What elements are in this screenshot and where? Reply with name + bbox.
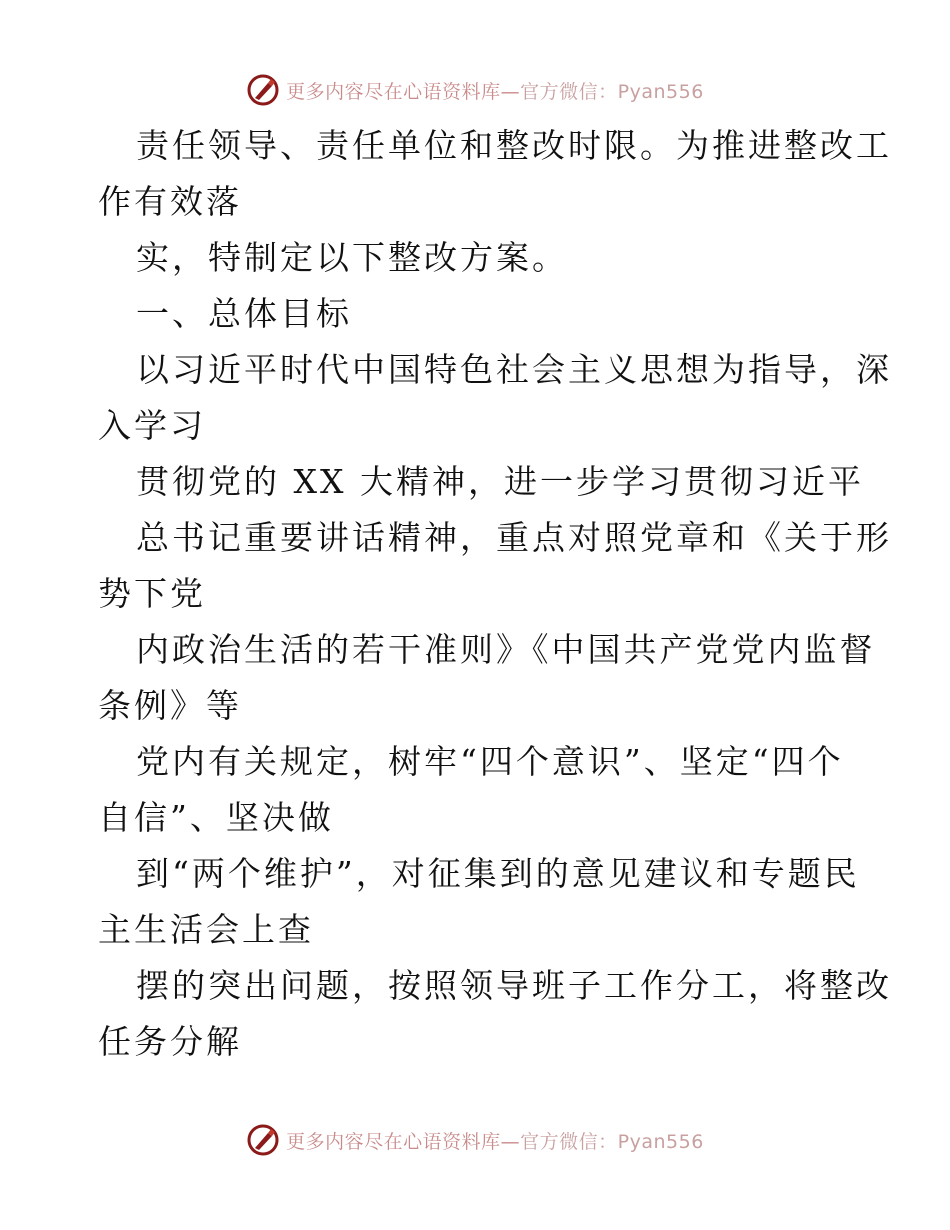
watermark-text: 更多内容尽在心语资料库 (286, 80, 501, 103)
footer-watermark (0, 1120, 950, 1160)
text-line: 作有效落 (98, 182, 242, 221)
watermark-text: 更多内容尽在心语资料库 (286, 1130, 501, 1153)
header-watermark (0, 70, 950, 110)
text-line: 任务分解 (98, 1022, 242, 1061)
text-line: 到“两个维护”，对征集到的意见建议和专题民 (136, 854, 860, 893)
watermark-wechat: 官方微信：Pyan556 (520, 1130, 704, 1153)
text-line: 主生活会上查 (98, 910, 314, 949)
text-line: 以习近平时代中国特色社会主义思想为指导，深 (136, 350, 892, 389)
text-line: 自信”、坚决做 (98, 798, 334, 837)
text-line: 总书记重要讲话精神，重点对照党章和《关于形 (136, 518, 892, 557)
text-line: 贯彻党的 XX 大精神，进一步学习贯彻习近平 (136, 462, 864, 501)
section-heading: 一、总体目标 (136, 294, 352, 333)
pen-logo-icon (246, 73, 280, 107)
text-line: 责任领导、责任单位和整改时限。为推进整改工 (136, 126, 892, 165)
text-line: 势下党 (98, 574, 206, 613)
watermark-dash: — (500, 1130, 521, 1153)
text-line: 内政治生活的若干准则》《中国共产党党内监督 (136, 630, 876, 669)
text-line: 实，特制定以下整改方案。 (136, 238, 568, 277)
document-body (98, 118, 892, 1070)
text-line: 党内有关规定，树牢“四个意识”、坚定“四个 (136, 742, 844, 781)
text-line: 条例》等 (98, 686, 242, 725)
watermark-dash: — (500, 80, 521, 103)
watermark-wechat: 官方微信：Pyan556 (520, 80, 704, 103)
pen-logo-icon (246, 1123, 280, 1157)
text-line: 入学习 (98, 406, 206, 445)
text-line: 摆的突出问题，按照领导班子工作分工，将整改 (136, 966, 892, 1005)
